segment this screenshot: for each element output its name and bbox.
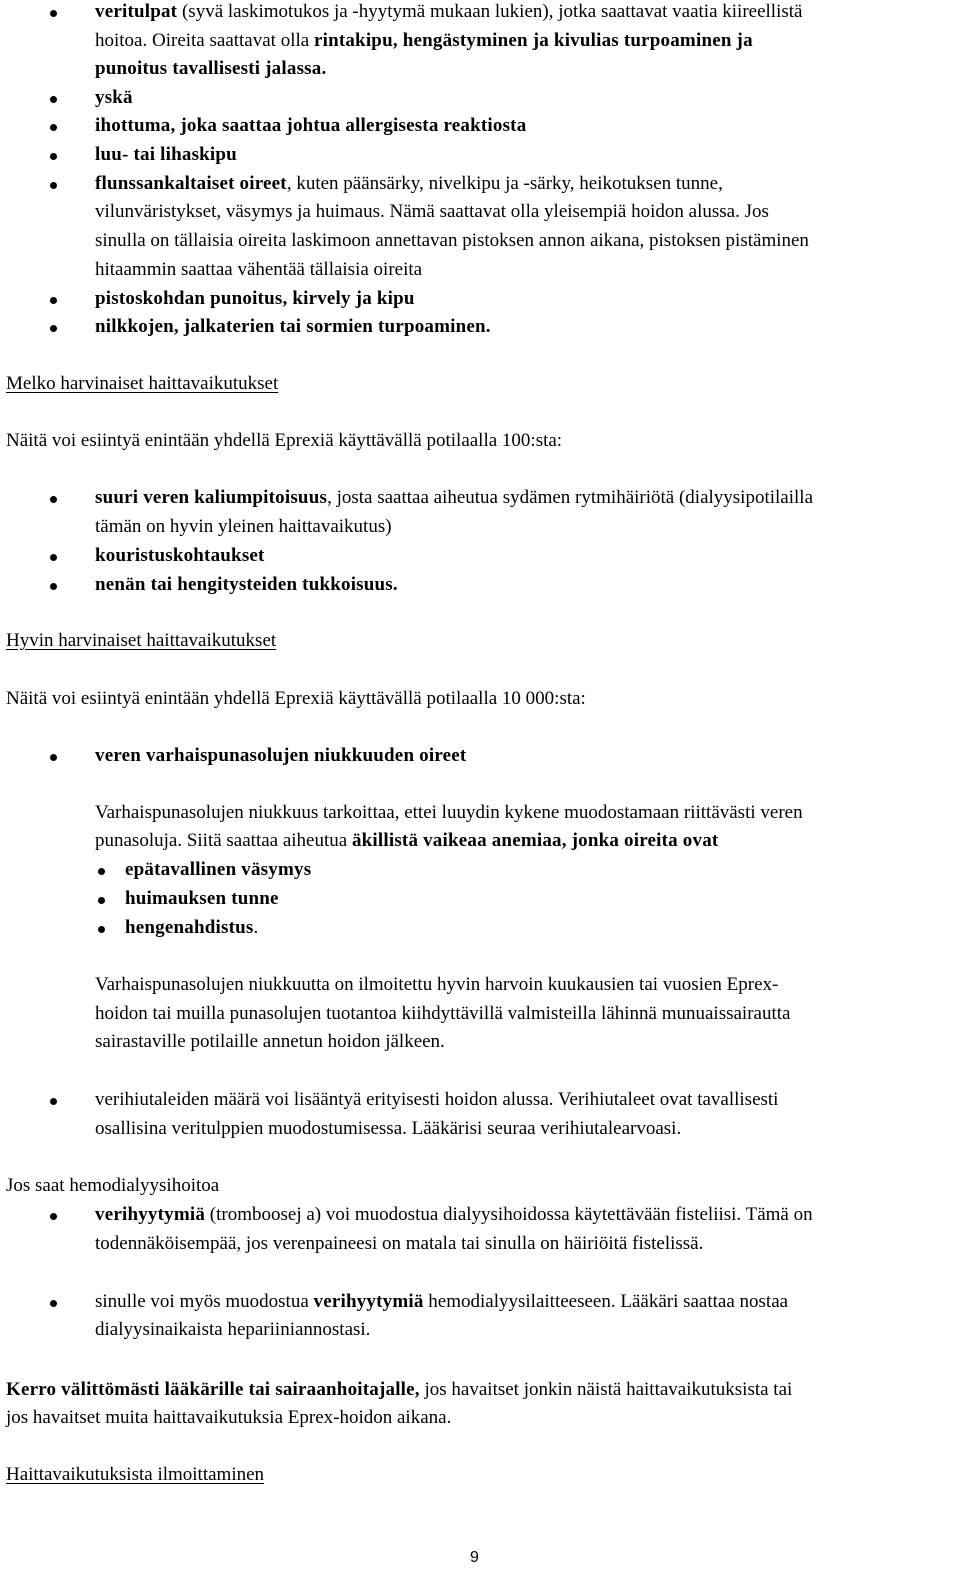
text-run: . xyxy=(253,917,259,938)
text-line xyxy=(95,313,491,341)
list-bullet xyxy=(50,96,57,103)
section-heading xyxy=(6,627,276,655)
bold-text: punoitus tavallisesti jalassa. xyxy=(95,58,327,79)
text-run: vilunväristykset, väsymys ja huimaus. Nämä saattavat olla yleisempiä hoidon alussa. Jos xyxy=(95,201,769,222)
text-run: hemodialyysilaitteeseen. Lääkäri saattaa nostaa xyxy=(423,1291,789,1312)
bold-text: luu- tai lihaskipu xyxy=(95,144,237,165)
text-line xyxy=(95,170,723,198)
list-bullet xyxy=(50,1300,57,1307)
text-run: osallisina veritulppien muodostumisessa. Lääkärisi seuraa verihiutalearvoasi. xyxy=(95,1118,682,1139)
text-run: jos havaitset jonkin näistä haittavaikutuksista tai xyxy=(419,1379,793,1400)
text-line xyxy=(95,1086,778,1114)
bold-text: suuri veren kaliumpitoisuus xyxy=(95,487,328,508)
text-run: verihiutaleiden määrä voi lisääntyä erityisesti hoidon alussa. Verihiutaleet ovat tavallisesti xyxy=(95,1089,779,1110)
bold-text: hengenahdistus xyxy=(125,917,254,938)
bold-text: flunssankaltaiset oireet xyxy=(95,173,287,194)
bold-text: kouristuskohtaukset xyxy=(95,545,265,566)
text-run: sairastaville potilaille annetun hoidon jälkeen. xyxy=(95,1031,445,1052)
bold-text: veren varhaispunasolujen niukkuuden oireet xyxy=(95,745,467,766)
text-line xyxy=(125,914,258,942)
text-line xyxy=(95,1230,703,1258)
text-run: Haittavaikutuksista ilmoittaminen xyxy=(6,1464,265,1485)
text-line xyxy=(95,1316,370,1344)
bold-text: huimauksen tunne xyxy=(125,888,279,909)
list-bullet xyxy=(50,496,57,503)
text-line xyxy=(95,141,237,169)
text-line xyxy=(95,55,326,83)
list-bullet xyxy=(50,1098,57,1105)
bold-text: veritulpat xyxy=(95,1,178,22)
text-line xyxy=(95,227,809,255)
text-line xyxy=(95,198,769,226)
text-line xyxy=(6,1404,451,1432)
bold-text: verihyytymiä xyxy=(313,1291,424,1312)
text-run: jos havaitset muita haittavaikutuksia Eprex-hoidon aikana. xyxy=(6,1407,452,1428)
list-bullet xyxy=(50,1213,57,1220)
text-line xyxy=(95,827,718,855)
text-line xyxy=(125,856,311,884)
text-line xyxy=(6,685,586,713)
list-bullet xyxy=(50,554,57,561)
list-bullet xyxy=(98,926,105,933)
bold-text: rintakipu, hengästyminen ja kivulias turpoaminen ja xyxy=(313,30,753,51)
text-run: todennäköisempää, jos verenpaineesi on matala tai sinulla on häiriöitä fistelissä. xyxy=(95,1233,704,1254)
text-run: Hyvin harvinaiset haittavaikutukset xyxy=(6,630,277,651)
section-heading xyxy=(6,1461,264,1489)
page-number: 9 xyxy=(470,1549,479,1566)
text-line xyxy=(95,1115,681,1143)
bold-text: nilkkojen, jalkaterien tai sormien turpoaminen. xyxy=(95,316,491,337)
list-bullet xyxy=(50,325,57,332)
text-line xyxy=(95,742,466,770)
list-bullet xyxy=(50,583,57,590)
text-run: dialyysinaikaista hepariiniannostasi. xyxy=(95,1319,371,1340)
text-run: Melko harvinaiset haittavaikutukset xyxy=(6,373,279,394)
text-run: hitaammin saattaa vähentää tällaisia oireita xyxy=(95,259,423,280)
bold-text: verihyytymiä xyxy=(95,1204,206,1225)
list-bullet xyxy=(50,182,57,189)
text-run: hoidon tai muilla punasolujen tuotantoa kiihdyttävillä valmisteilla lähinnä munuaissairautta xyxy=(95,1003,791,1024)
text-run: tämän on hyvin yleinen haittavaikutus) xyxy=(95,516,392,537)
list-bullet xyxy=(50,754,57,761)
text-line xyxy=(95,84,133,112)
list-bullet xyxy=(50,10,57,17)
bold-text: yskä xyxy=(95,87,133,108)
text-line xyxy=(125,885,279,913)
bold-text: nenän tai hengitysteiden tukkoisuus. xyxy=(95,574,398,595)
text-line xyxy=(95,1201,813,1229)
text-line xyxy=(95,27,753,55)
text-line xyxy=(95,971,778,999)
list-bullet xyxy=(50,297,57,304)
text-line xyxy=(95,112,526,140)
text-line xyxy=(95,484,813,512)
text-run: sinulla on tällaisia oireita laskimoon annettavan pistoksen annon aikana, pistoksen pistäminen xyxy=(95,230,809,251)
text-line xyxy=(6,1376,792,1404)
text-line xyxy=(95,571,398,599)
bold-text: pistoskohdan punoitus, kirvely ja kipu xyxy=(95,288,415,309)
text-run: Näitä voi esiintyä enintään yhdellä Eprexiä käyttävällä potilaalla 10 000:sta: xyxy=(6,688,586,709)
text-run: sinulle voi myös muodostua xyxy=(95,1291,314,1312)
bold-text: Kerro välittömästi lääkärille tai sairaanhoitajalle, xyxy=(6,1379,420,1400)
text-line xyxy=(95,1028,445,1056)
text-line xyxy=(95,799,803,827)
list-bullet xyxy=(98,897,105,904)
bold-text: epätavallinen väsymys xyxy=(125,859,312,880)
text-run: (syvä laskimotukos ja -hyytymä mukaan lukien), jotka saattavat vaatia kiireellistä xyxy=(177,1,803,22)
section-heading xyxy=(6,370,278,398)
bold-text: äkillistä vaikeaa anemiaa, jonka oireita ovat xyxy=(351,830,719,851)
list-bullet xyxy=(50,124,57,131)
bold-text: ihottuma, joka saattaa johtua allergisesta reaktiosta xyxy=(95,115,527,136)
text-line xyxy=(95,542,265,570)
text-run: , kuten päänsärky, nivelkipu ja -särky, heikotuksen tunne, xyxy=(286,173,723,194)
text-run: Näitä voi esiintyä enintään yhdellä Eprexiä käyttävällä potilaalla 100:sta: xyxy=(6,430,563,451)
text-line xyxy=(95,256,422,284)
text-line xyxy=(6,1172,219,1200)
text-run: , josta saattaa aiheutua sydämen rytmihäiriötä (dialyysipotilailla xyxy=(327,487,814,508)
text-run: hoitoa. Oireita saattavat olla xyxy=(95,30,314,51)
text-line xyxy=(95,1288,788,1316)
text-run: (tromboosej a) voi muodostua dialyysihoidossa käytettävään fisteliisi. Tämä on xyxy=(205,1204,813,1225)
text-run: Varhaispunasolujen niukkuutta on ilmoitettu hyvin harvoin kuukausien tai vuosien Eprex- xyxy=(95,974,779,995)
text-run: Varhaispunasolujen niukkuus tarkoittaa, ettei luuydin kykene muodostamaan riittävästi veren xyxy=(95,802,803,823)
text-line xyxy=(95,513,392,541)
text-line xyxy=(95,285,415,313)
list-bullet xyxy=(50,153,57,160)
list-bullet xyxy=(98,868,105,875)
text-line xyxy=(95,0,802,26)
text-line xyxy=(6,427,562,455)
text-line xyxy=(95,1000,790,1028)
text-run: Jos saat hemodialyysihoitoa xyxy=(6,1175,220,1196)
text-run: punasoluja. Siitä saattaa aiheutua xyxy=(95,830,352,851)
